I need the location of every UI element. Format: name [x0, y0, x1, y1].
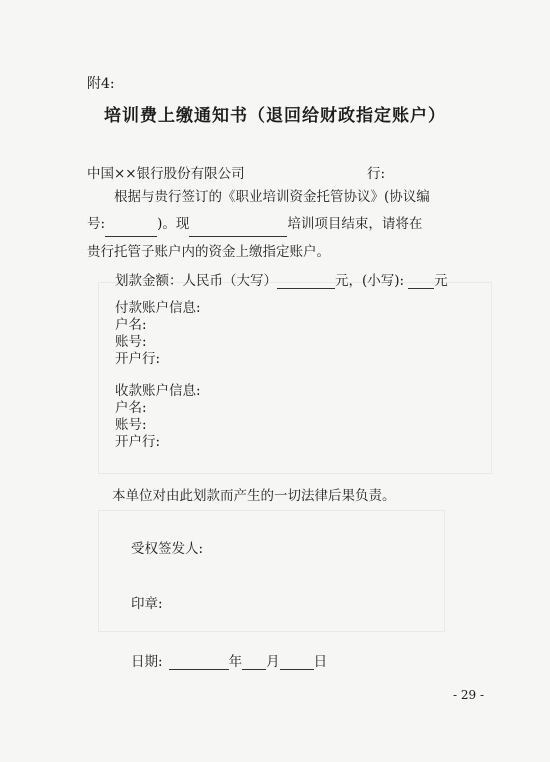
liability-statement: 本单位对由此划款而产生的一切法律后果负责。	[112, 488, 396, 504]
amount-upper-unit: 元，(小写):	[335, 273, 405, 289]
seal-label: 印章:	[131, 596, 163, 612]
addressee-bank-name: 中国××银行股份有限公司	[87, 166, 245, 182]
body-line-2-suffix: 培训项目结束，请将在	[287, 216, 423, 232]
day-label: 日	[313, 654, 328, 670]
payee-account-label: 账号:	[115, 417, 147, 433]
payer-name-label: 户名:	[115, 317, 147, 333]
year-label: 年	[228, 654, 243, 670]
amount-lower-unit: 元	[434, 273, 448, 289]
payee-bank-label: 开户行:	[115, 434, 161, 450]
body-line-2-middle: )。现	[157, 216, 190, 232]
date-line	[131, 650, 327, 670]
year-blank	[169, 653, 229, 670]
payer-account-label: 账号:	[115, 334, 147, 350]
amount-label: 划款金额：人民币（大写）	[115, 273, 277, 289]
body-paragraph-line-1	[87, 184, 491, 210]
agreement-number-blank	[105, 220, 157, 237]
addressee-suffix: 行:	[367, 166, 386, 182]
document-title: 培训费上缴通知书（退回给财政指定账户）	[104, 106, 446, 126]
agreement-number-label: 号:	[87, 216, 106, 232]
payer-info-title: 付款账户信息:	[115, 300, 201, 316]
transfer-amount-line	[115, 269, 448, 289]
body-paragraph-line-2	[87, 211, 491, 237]
body-line-1-text: 根据与贵行签订的《职业培训资金托管协议》(协议编	[114, 189, 430, 205]
amount-lower-blank	[408, 272, 434, 289]
month-label: 月	[266, 654, 280, 670]
date-label: 日期:	[131, 654, 163, 670]
project-name-blank	[189, 220, 287, 237]
page-number: - 29 -	[453, 688, 485, 702]
month-blank	[242, 653, 266, 670]
day-blank	[280, 653, 314, 670]
amount-upper-blank	[277, 272, 335, 289]
payer-bank-label: 开户行:	[115, 351, 161, 367]
payee-name-label: 户名:	[115, 400, 147, 416]
show-through-box	[98, 510, 445, 632]
body-paragraph-line-3: 贵行托管子账户内的资金上缴指定账户。	[87, 244, 330, 260]
authorized-signer-label: 受权签发人:	[131, 541, 204, 557]
payee-info-title: 收款账户信息:	[115, 383, 201, 399]
attachment-label: 附4:	[87, 76, 115, 92]
